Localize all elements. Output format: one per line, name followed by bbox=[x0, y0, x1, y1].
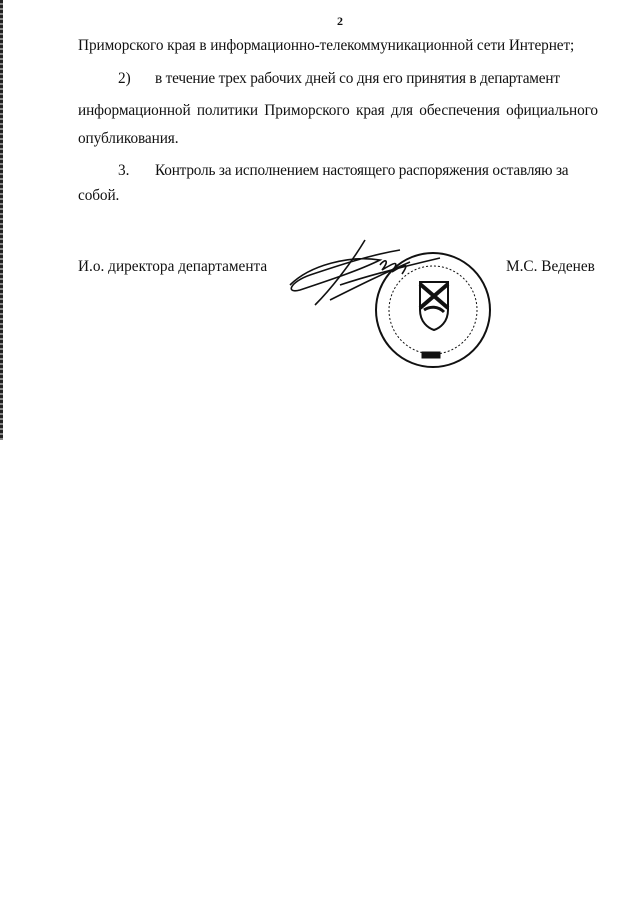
paragraph-2-line-2: информационной политики Приморского края для обеспечения официального bbox=[78, 102, 598, 119]
scan-edge-artifact bbox=[0, 0, 3, 440]
paragraph-2-line-3: опубликования. bbox=[78, 130, 179, 147]
paragraph-3-line-2: собой. bbox=[78, 187, 120, 204]
item-number-2: 2) bbox=[118, 70, 131, 87]
paragraph-1-line-1: Приморского края в информационно-телекоммуникационной сети Интернет; bbox=[78, 37, 575, 54]
item-number-3: 3. bbox=[118, 162, 130, 179]
official-seal bbox=[376, 253, 490, 367]
paragraph-2-line-1: в течение трех рабочих дней со дня его принятия в департамент bbox=[155, 70, 560, 87]
signatory-name: М.С. Веденев bbox=[506, 258, 595, 275]
handwritten-signature bbox=[290, 240, 440, 305]
signature-and-seal bbox=[270, 230, 510, 370]
page-number: 2 bbox=[337, 14, 343, 28]
signatory-position: И.о. директора департамента bbox=[78, 258, 268, 275]
paragraph-3-line-1: Контроль за исполнением настоящего распоряжения оставляю за bbox=[155, 162, 569, 179]
